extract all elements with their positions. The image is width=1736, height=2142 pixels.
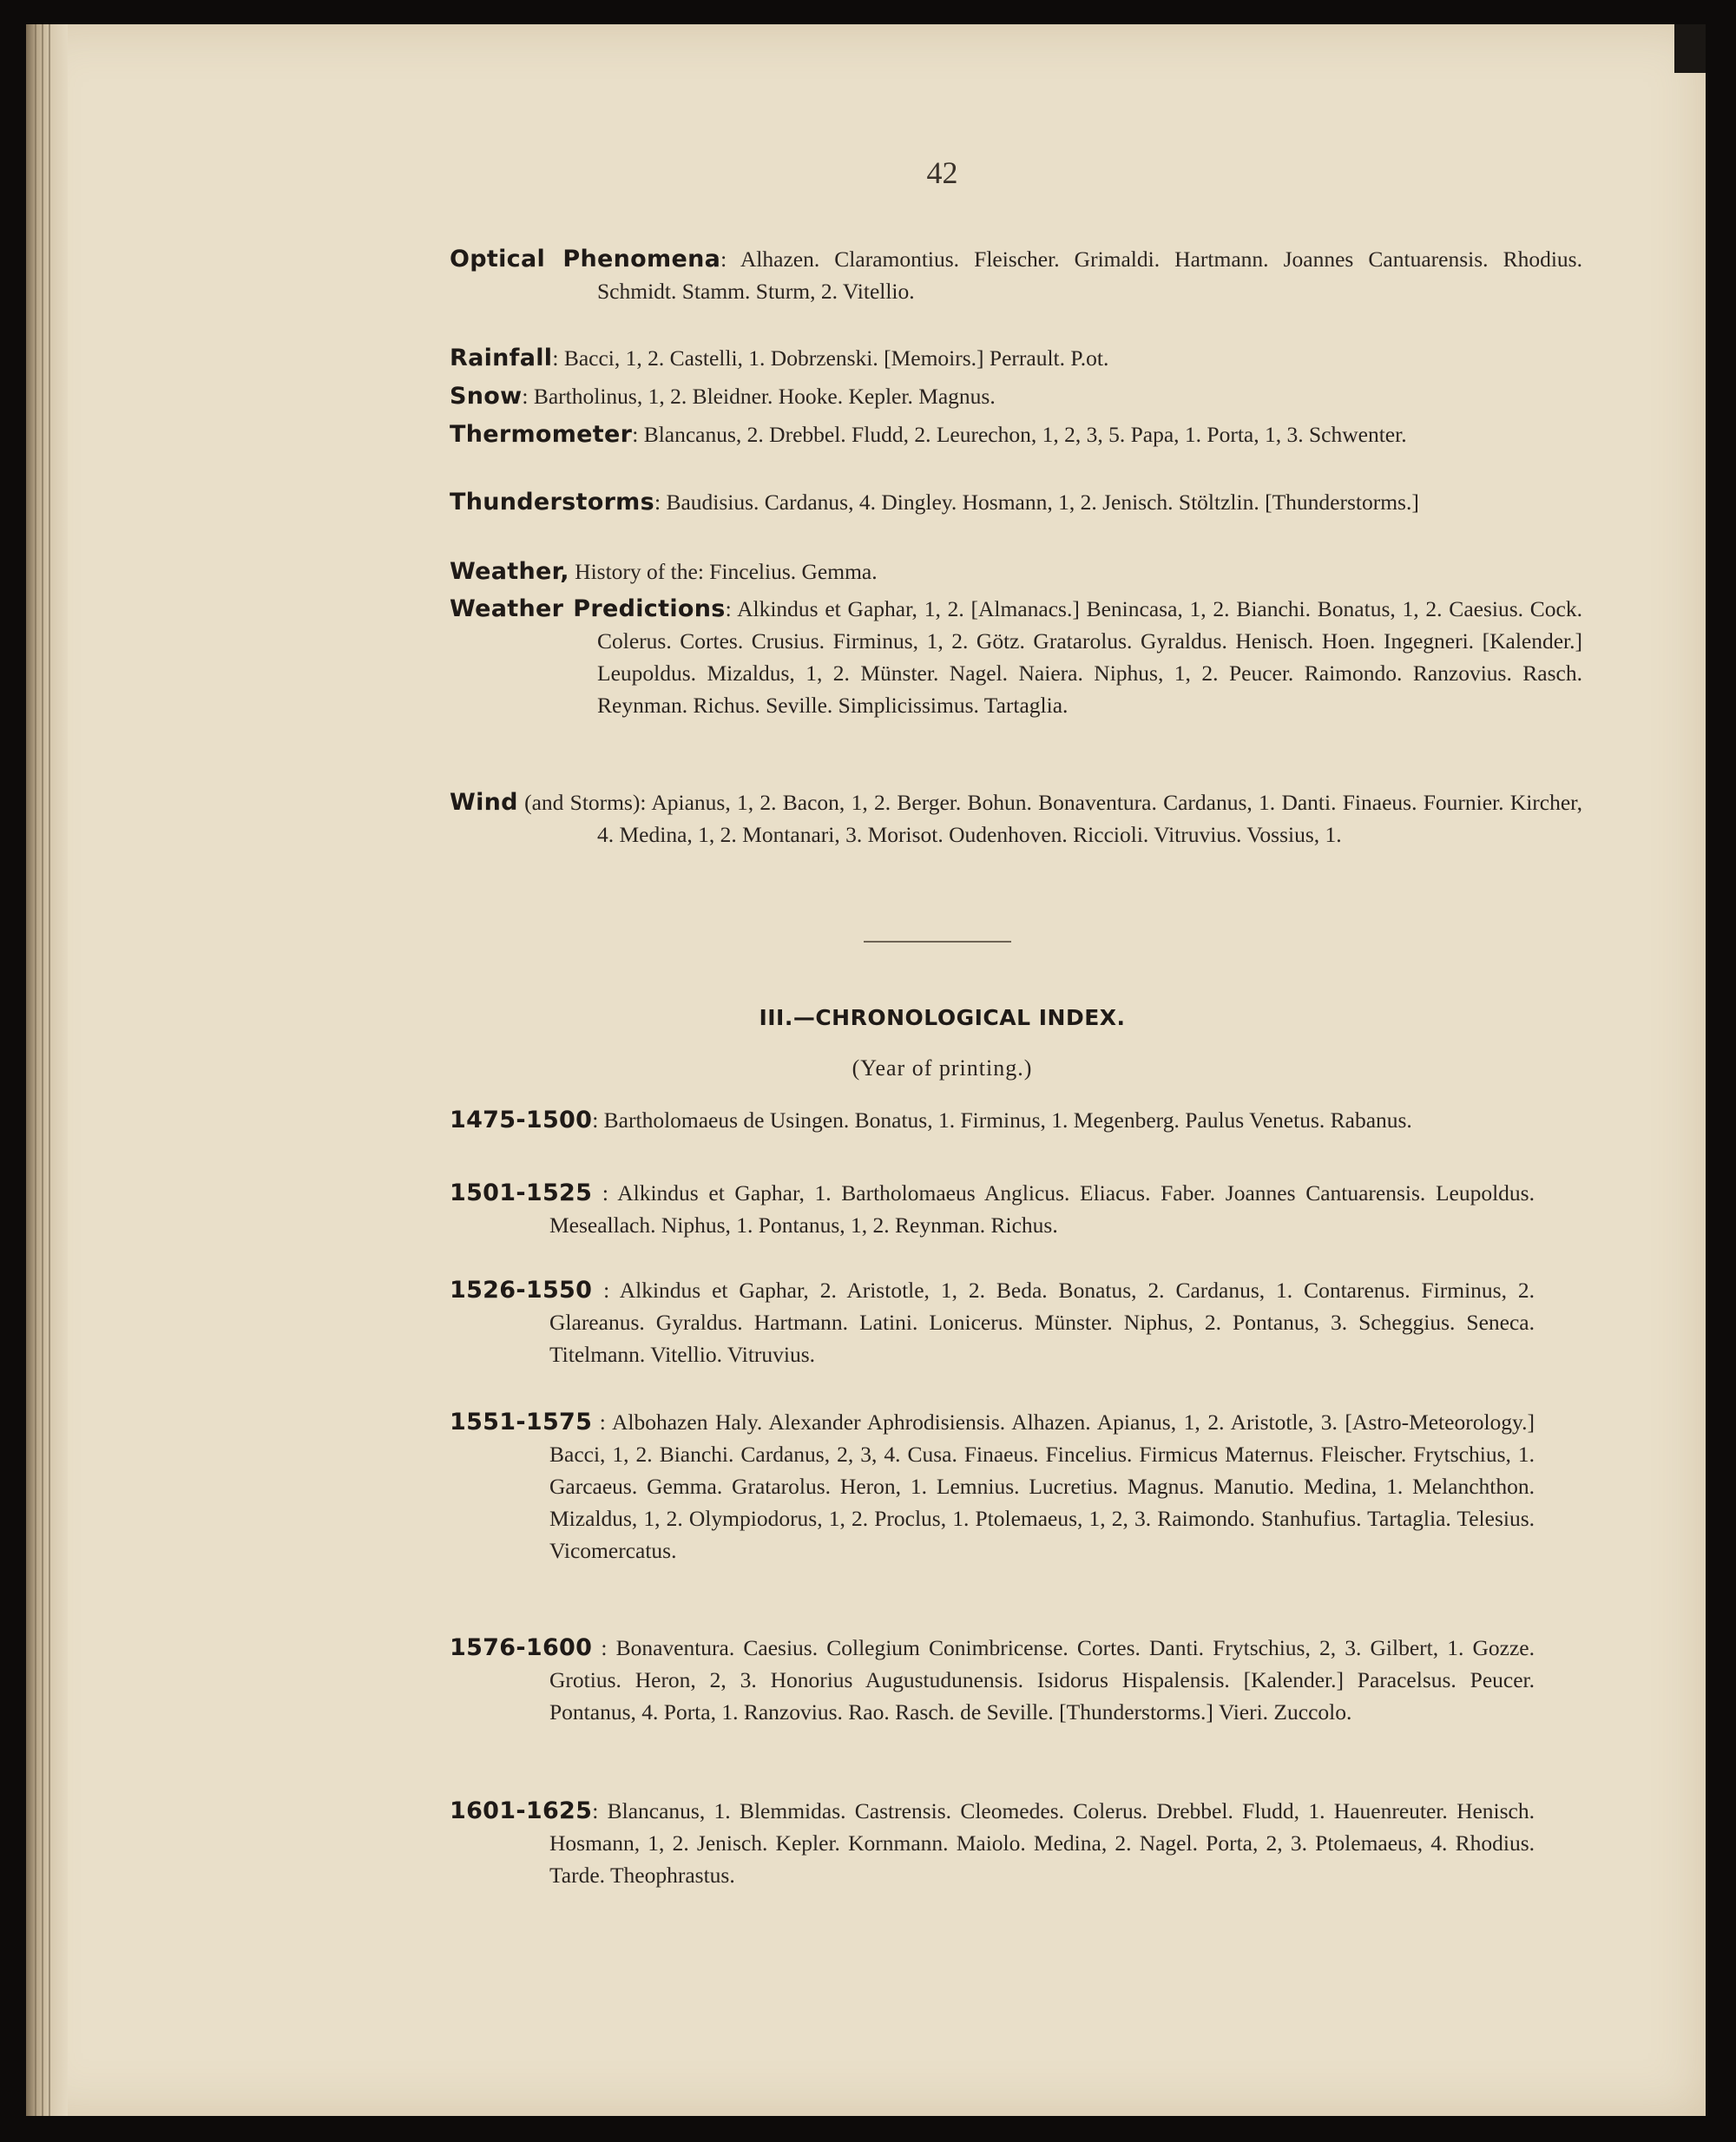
entry-heading: Rainfall xyxy=(450,345,553,371)
entry-separator: : xyxy=(592,1635,616,1660)
entry-heading: Wind xyxy=(450,789,518,816)
entry-text: (and Storms): Apianus, 1, 2. Bacon, 1, 2. Berger. Bohun. Bonaventura. Cardanus, 1. Danti. Finaeus. Fournier. Kircher, 4. Medina, 1, 2. Montanari, 3. Morisot. Oudenhoven. Riccioli. Vitruvius. Vossius, 1. xyxy=(524,790,1583,847)
subject-entry-optical-phenomena xyxy=(450,243,1582,307)
entry-heading: 1576-1600 xyxy=(450,1634,593,1661)
entry-separator: : xyxy=(592,1107,604,1133)
entry-text: Bonaventura. Caesius. Collegium Conimbricense. Cortes. Danti. Frytschius, 2, 3. Gilbert, 1. Gozze. Grotius. Heron, 2, 3. Honorius Augustudunensis. Isidorus Hispalensis. [Kalender.] Paracelsus. Peucer. Pontanus, 4. Porta, 1. Ranzovius. Rao. Rasch. de Seville. [Thunderstorms.] Vieri. Zuccolo. xyxy=(549,1635,1535,1725)
entry-heading: 1551-1575 xyxy=(450,1409,593,1436)
page-gutter xyxy=(26,24,68,2116)
subject-entry-snow xyxy=(450,380,1582,412)
entry-heading: Snow xyxy=(450,383,523,410)
page-corner-shadow xyxy=(1674,24,1706,73)
entry-separator: : xyxy=(654,490,667,515)
entry-text: Alkindus et Gaphar, 2. Aristotle, 1, 2. Beda. Bonatus, 2. Cardanus, 1. Contarenus. Firminus, 2. Glareanus. Gyraldus. Hartmann. Latini. Lonicerus. Münster. Niphus, 2. Pontanus, 3. Scheggius. Seneca. Titelmann. Vitellio. Vitruvius. xyxy=(549,1278,1535,1367)
entry-heading: Weather Predictions xyxy=(450,595,726,622)
subject-entry-thunderstorms xyxy=(450,486,1582,518)
entry-separator: : xyxy=(592,1180,618,1206)
entry-text: Bartholinus, 1, 2. Bleidner. Hooke. Kepler. Magnus. xyxy=(533,384,996,409)
entry-heading: 1501-1525 xyxy=(450,1179,593,1206)
subject-entry-wind xyxy=(450,786,1582,851)
entry-separator: : xyxy=(552,345,564,371)
gutter-line xyxy=(49,24,50,2116)
entry-heading: 1601-1625 xyxy=(450,1797,593,1824)
entry-text: Bacci, 1, 2. Castelli, 1. Dobrzenski. [Memoirs.] Perrault. P.ot. xyxy=(563,345,1109,371)
entry-text: History of the: Fincelius. Gemma. xyxy=(575,559,878,584)
entry-text: Bartholomaeus de Usingen. Bonatus, 1. Firminus, 1. Megenberg. Paulus Venetus. Rabanus. xyxy=(603,1107,1412,1133)
entry-heading: 1526-1550 xyxy=(450,1277,593,1304)
entry-separator xyxy=(518,790,524,815)
subject-entry-weather-history xyxy=(450,555,1582,588)
chron-entry-1601-1625 xyxy=(450,1795,1535,1891)
entry-heading: Thermometer xyxy=(450,421,633,448)
entry-heading: Weather, xyxy=(450,558,569,585)
book-page xyxy=(26,24,1706,2116)
entry-heading: Optical Phenomena xyxy=(450,246,721,273)
page-number: 42 xyxy=(926,155,958,190)
subject-entry-weather-predictions xyxy=(450,593,1582,721)
section-title: III.—CHRONOLOGICAL INDEX. xyxy=(759,1005,1126,1030)
entry-text: Albohazen Haly. Alexander Aphrodisiensis. Alhazen. Apianus, 1, 2. Aristotle, 3. [Astro-Meteorology.] Bacci, 1, 2. Bianchi. Cardanus, 2, 3, 4. Cusa. Finaeus. Fincelius. Firmicus Maternus. Fleischer. Frytschius, 1. Garcaeus. Gemma. Gratarolus. Heron, 1. Lemnius. Lucretius. Magnus. Manutio. Medina, 1. Melanchthon. Mizaldus, 1, 2. Olympiodorus, 1, 2. Proclus, 1. Ptolemaeus, 1, 2, 3. Raimondo. Stanhufius. Tartaglia. Telesius. Vicomercatus. xyxy=(549,1409,1535,1563)
gutter-line xyxy=(35,24,36,2116)
entry-text: Alhazen. Claramontius. Fleischer. Grimaldi. Hartmann. Joannes Cantuarensis. Rhodius. Schmidt. Stamm. Sturm, 2. Vitellio. xyxy=(597,246,1582,304)
entry-separator: : xyxy=(725,596,738,621)
entry-separator: : xyxy=(632,422,644,447)
entry-separator: : xyxy=(592,1278,620,1303)
entry-text: Alkindus et Gaphar, 1, 2. [Almanacs.] Benincasa, 1, 2. Bianchi. Bonatus, 1, 2. Caesius. Cock. Colerus. Cortes. Crusius. Firminus, 1, 2. Götz. Gratarolus. Gyraldus. Henisch. Hoen. Ingegneri. [Kalender.] Leupoldus. Mizaldus, 1, 2. Münster. Nagel. Naiera. Niphus, 1, 2. Peucer. Raimondo. Ranzovius. Rasch. Reynman. Richus. Seville. Simplicissimus. Tartaglia. xyxy=(597,596,1582,718)
entry-separator: : xyxy=(592,1409,612,1435)
subject-entry-rainfall xyxy=(450,342,1582,374)
section-divider xyxy=(864,941,1011,943)
subject-entry-thermometer xyxy=(450,418,1582,450)
entry-heading: Thunderstorms xyxy=(450,489,654,516)
chron-entry-1475-1500 xyxy=(450,1104,1535,1136)
chron-entry-1551-1575 xyxy=(450,1406,1535,1567)
entry-text: Blancanus, 1. Blemmidas. Castrensis. Cleomedes. Colerus. Drebbel. Fludd, 1. Hauenreuter. Henisch. Hosmann, 1, 2. Jenisch. Kepler. Kornmann. Maiolo. Medina, 2. Nagel. Porta, 2, 3. Ptolemaeus, 4. Rhodius. Tarde. Theophrastus. xyxy=(549,1798,1535,1888)
entry-separator: : xyxy=(592,1798,608,1823)
entry-separator: : xyxy=(720,246,740,272)
entry-text: Baudisius. Cardanus, 4. Dingley. Hosmann, 1, 2. Jenisch. Stöltzlin. [Thunderstorms.] xyxy=(666,490,1419,515)
gutter-line xyxy=(42,24,43,2116)
section-subtitle: (Year of printing.) xyxy=(852,1055,1033,1081)
entry-text: Blancanus, 2. Drebbel. Fludd, 2. Leurechon, 1, 2, 3, 5. Papa, 1. Porta, 1, 3. Schwenter. xyxy=(643,422,1407,447)
entry-text: Alkindus et Gaphar, 1. Bartholomaeus Anglicus. Eliacus. Faber. Joannes Cantuarensis. Leupoldus. Meseallach. Niphus, 1. Pontanus, 1, 2. Reynman. Richus. xyxy=(549,1180,1535,1238)
entry-separator: : xyxy=(522,384,534,409)
entry-heading: 1475-1500 xyxy=(450,1107,593,1133)
chron-entry-1526-1550 xyxy=(450,1274,1535,1370)
chron-entry-1576-1600 xyxy=(450,1632,1535,1728)
chron-entry-1501-1525 xyxy=(450,1177,1535,1241)
